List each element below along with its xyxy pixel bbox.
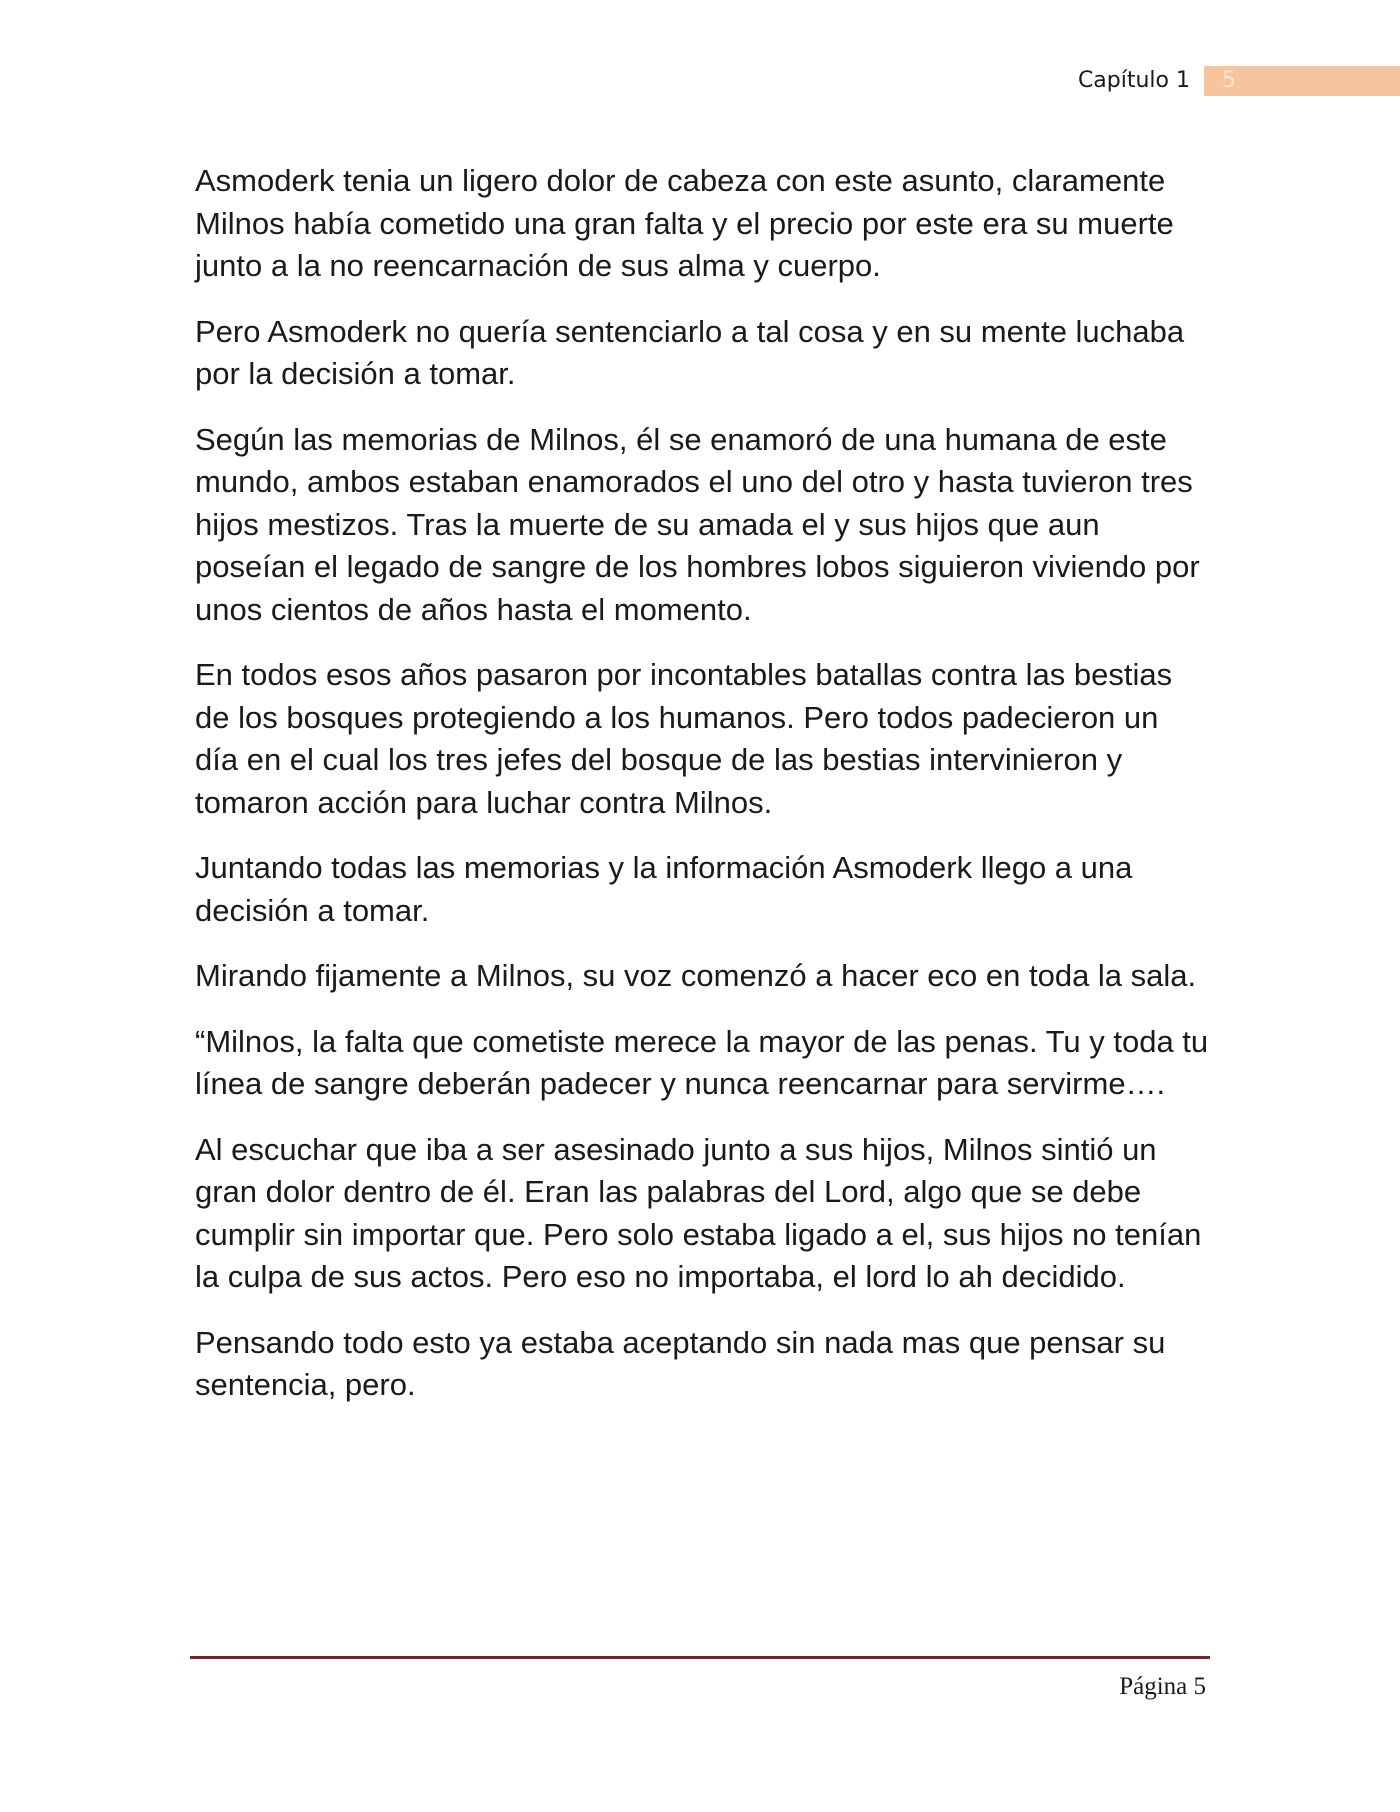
page-number-footer: Página 5 [1119, 1673, 1206, 1700]
footer-divider-gap [190, 1662, 1210, 1664]
page-number-tab [1204, 66, 1400, 96]
paragraph: Mirando fijamente a Milnos, su voz comenzó a hacer eco en toda la sala. [195, 958, 1197, 993]
paragraph: “Milnos, la falta que cometiste merece la mayor de las penas. Tu y toda tu línea de sangre deberán padecer y nunca reencarnar para servirme…. [195, 1023, 1209, 1101]
page-tab-number: 5 [1222, 68, 1236, 93]
paragraph: Asmoderk tenia un ligero dolor de cabeza con este asunto, claramente Milnos había cometido una gran falta y el precio por este era su muerte junto a la no reencarnación de sus alma y cuerpo. [195, 163, 1174, 283]
body-text [195, 160, 1210, 1430]
paragraph: Según las memorias de Milnos, él se enamoró de una humana de este mundo, ambos estaban enamorados el uno del otro y hasta tuvieron tres hijos mestizos. Tras la muerte de su amada el y sus hijos que aun poseían el legado de sangre de los hombres lobos siguieron viviendo por unos cientos de años hasta el momento. [195, 421, 1200, 627]
paragraph: Juntando todas las memorias y la información Asmoderk llego a una decisión a tomar. [195, 850, 1133, 928]
paragraph: Al escuchar que iba a ser asesinado junto a sus hijos, Milnos sintió un gran dolor dentro de él. Eran las palabras del Lord, algo que se debe cumplir sin importar que. Pero solo estaba ligado a el, sus hijos no tenían la culpa de sus actos. Pero eso no importaba, el lord lo ah decidido. [195, 1131, 1202, 1294]
paragraph: Pensando todo esto ya estaba aceptando sin nada mas que pensar su sentencia, pero. [195, 1324, 1166, 1402]
page-header [0, 66, 1400, 96]
paragraph: Pero Asmoderk no quería sentenciarlo a tal cosa y en su mente luchaba por la decisión a tomar. [195, 313, 1185, 391]
chapter-title: Capítulo 1 [1077, 68, 1190, 93]
paragraph: En todos esos años pasaron por incontables batallas contra las bestias de los bosques protegiendo a los humanos. Pero todos padecieron un día en el cual los tres jefes del bosque de las bestias intervinieron y tomaron acción para luchar contra Milnos. [195, 657, 1173, 820]
footer-divider [190, 1656, 1210, 1663]
